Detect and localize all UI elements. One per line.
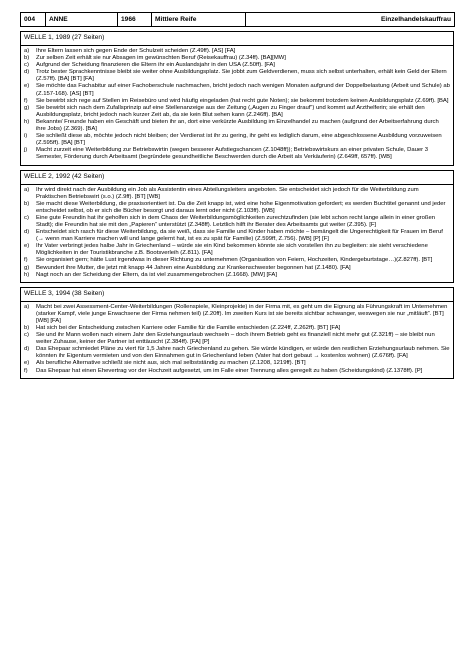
- item-label: c): [24, 214, 29, 221]
- wave-title: WELLE 1, 1989 (27 Seiten): [20, 31, 454, 46]
- wave-title: WELLE 2, 1992 (42 Seiten): [20, 170, 454, 185]
- item-label: h): [24, 118, 30, 125]
- list-item: [24, 215, 450, 229]
- case-id: 004: [21, 13, 46, 27]
- list-item: [24, 83, 450, 97]
- list-item: [24, 325, 450, 332]
- item-text: Macht bei zwei Assessment-Center-Weiterbildungen (Rollenspiele, Kleinprojekte) in der Firma mit, es geht um die Eignung als Führungskraft im Unternehmen (starker Kampf, viele junge Erwachsene der Firma nehmen teil) (Z.20ff). Im zweiten Kurs ist sie bereits sichtbar schwanger, weswegen sie nur „mitläuft“. [BT] [WB] [FA]: [36, 303, 448, 324]
- item-text: Sie und ihr Mann wollen nach einem Jahr den Erziehungsurlaub wechseln – doch ihrem Betrieb geht es finanziell nicht mehr gut (Z.321ff) – sie bleibt nun weiter Zuhause, keiner der Partner ist enttäuscht (Z.384ff). [FA] [P]: [36, 332, 435, 346]
- list-item: [24, 147, 450, 161]
- item-label: j): [24, 147, 28, 154]
- item-text: Trotz bester Sprachkenntnisse bleibt sie weiter ohne Ausbildungsplatz. Sie jobbt zum Geldverdienen, muss sich selbst unterhalten, erhält kein Geld der Eltern (Z.57ff). [BA] [BT] [FA]: [36, 69, 447, 83]
- item-label: d): [24, 229, 30, 236]
- item-text: Eine gute Freundin hat ihr geholfen sich in dem Chaos der Weiterbildungsmöglichkeiten zurechtzufinden (sie lebt schon recht lange allein in einer großen Stadt); die Freundin hat sie mit den „Papieren“ unterstützt (Z.348ff). Letztlich hilft ihr Berater des Arbeitsamts gut weiter (Z.395). [F]: [36, 214, 436, 228]
- item-label: i): [24, 133, 28, 140]
- item-text: Zur selben Zeit erhält sie nur Absagen im gewünschten Beruf (Reisekauffrau) (Z.34ff). [BA][MW]: [36, 55, 286, 62]
- item-label: a): [24, 48, 30, 54]
- list-item: [24, 304, 450, 325]
- list-item: [24, 105, 450, 119]
- item-label: a): [24, 186, 30, 193]
- list-item: [24, 332, 450, 346]
- list-item: [24, 257, 450, 264]
- item-label: b): [24, 325, 30, 331]
- item-text: Ihr wird direkt nach der Ausbildung ein Job als Assistentin eines Abteilungsleiters angeboten. Sie entscheidet sich jedoch für die Weiterbildung zum Praktischen Betriebswirt (s.o.) (Z.9ff). [BT] [WB]: [36, 186, 419, 200]
- item-text: Das Ehepaar hat einen Ehevertrag vor der Hochzeit aufgesetzt, um im Falle einer Trennung alles geregelt zu haben (Scheidungskind) (Z.1378ff). [P]: [36, 367, 423, 374]
- list-item: [24, 55, 450, 62]
- item-text: Bewundert ihre Mutter, die jetzt mit knapp 44 Jahren eine Ausbildung zur Krankenschwester begonnen hat (Z.1480). [FA]: [36, 264, 351, 271]
- item-label: e): [24, 360, 30, 367]
- list-item: [24, 62, 450, 69]
- item-label: d): [24, 69, 30, 76]
- item-text: Als berufliche Alternative schließt sie nicht aus, sich mal selbstständig zu machen (Z.1208, 1219ff). [BT]: [36, 360, 306, 367]
- item-text: Ihre Eltern lassen sich gegen Ende der Schulzeit scheiden (Z.49ff). [AS] [FA]: [36, 48, 236, 54]
- item-text: Bekannte/ Freunde haben ein Geschäft und bieten ihr an, dort eine verkürzte Ausbildung im Einzelhandel zu machen (aufgrund der Arbeitserfahrung durch ihre Jobs) (Z.369). [BA]: [36, 118, 439, 133]
- item-text: Ihr Vater verbringt jedes halbe Jahr in Griechenland – würde sie ein Kind bekommen könnte sie sich vorstellen ihn zu begleiten: sie sieht verschiedene Möglichkeiten in der Touristikbranche z.B. Bootsverleih (Z.811). [FA]: [36, 243, 428, 257]
- list-item: [24, 133, 450, 147]
- item-label: d): [24, 346, 30, 353]
- wave-body: [20, 46, 454, 166]
- header-row: [21, 13, 455, 27]
- list-item: [24, 272, 450, 279]
- item-text: Entscheidet sich rasch für diese Weiterbildung, da sie weiß, dass sie Familie und Kinder haben möchte – bemängelt die Ungerechtigkeit für Frauen im Beruf (→ wenn man Karriere machen will und lange gelernt hat, ist es zu spät für Familie) (Z.599ff, Z.756). [WB] [P] [F]: [36, 229, 443, 243]
- school-degree: Mittlere Reife: [152, 13, 246, 27]
- list-item: [24, 368, 450, 375]
- item-text: Sie möchte das Fachabitur auf einer Fachoberschule nachmachen, bricht jedoch nach wenigen Monaten aufgrund der Doppelbelastung (Arbeit und Schule) ab (Z.157-168). [AS] [BT]: [36, 83, 450, 97]
- list-item: [24, 119, 450, 133]
- profession: Einzelhandelskauffrau: [246, 13, 455, 27]
- item-label: g): [24, 264, 30, 271]
- case-name: ANNE: [46, 13, 118, 27]
- item-label: f): [24, 257, 28, 264]
- list-item: [24, 69, 450, 83]
- item-label: b): [24, 200, 30, 207]
- waves-container: [20, 31, 454, 379]
- list-item: [24, 360, 450, 367]
- wave-title: WELLE 3, 1994 (38 Seiten): [20, 287, 454, 302]
- list-item: [24, 229, 450, 243]
- item-text: Sie bewirbt sich nach dem Zufallsprinzip auf eine Stellenanzeige aus der Zeitung („Augen zu Finger drauf“) und kommt auf Arzthelferin; sie erhält den Ausbildungsplatz, bricht jedoch nach kurzer Zeit ab, da sie kein Blut sehen kann (Z.246ff). [BA]: [36, 104, 425, 118]
- list-item: [24, 48, 450, 55]
- wave-body: [20, 185, 454, 283]
- item-text: Sie macht diese Weiterbildung, die praxisorientiert ist. Da die Zeit knapp ist, wird eine hohe Eigenmotivation gefordert; es werden Buchtitel genannt und jeder entscheidet selbst, ob er sich die Bücher besorgt und daraus lernt oder nicht (Z.103ff). [WB]: [36, 200, 446, 214]
- item-label: c): [24, 62, 29, 69]
- item-label: f): [24, 97, 28, 104]
- item-label: b): [24, 55, 30, 62]
- header-table: [20, 12, 455, 27]
- wave-body: [20, 302, 454, 379]
- item-text: Sie bewirbt sich rege auf Stellen im Reisebüro und wird häufig eingeladen (hat recht gute Noten); sie bekommt trotzdem keinen Ausbildungsplatz (Z.69ff). [BA]: [36, 97, 449, 104]
- item-label: c): [24, 332, 29, 339]
- list-item: [24, 98, 450, 105]
- item-text: Hat sich bei der Entscheidung zwischen Karriere oder Familie für die Familie entschieden (Z.224ff, Z.262ff). [BT] [FA]: [36, 325, 341, 331]
- item-text: Nagt noch an der Scheidung der Eltern, da ist viel zusammengebrochen (Z.1668). [MW] [FA]: [36, 271, 277, 278]
- item-label: a): [24, 303, 30, 310]
- document-page: [20, 12, 454, 379]
- item-text: Sie schließt diese ab, möchte jedoch nicht bleiben; der Verdienst ist ihr zu gering, ihr geht es lediglich darum, eine abgeschlossene Ausbildung vorzuweisen (Z.595ff). [BA] [BT]: [36, 133, 442, 147]
- item-text: Sie organisiert gern; hätte Lust irgendwas in dieser Richtung zu unternehmen (Organisation von Feiern, Hochzeiten, Kindergeburtstage…)(Z.827ff). [BT]: [36, 257, 433, 264]
- list-item: [24, 346, 450, 360]
- item-label: g): [24, 104, 30, 111]
- list-item: [24, 201, 450, 215]
- list-item: [24, 187, 450, 201]
- list-item: [24, 265, 450, 272]
- item-text: Macht zurzeit eine Weiterbildung zur Betriebswirtin (wegen besserer Aufstiegschancen (Z.1048ff)); Betriebswirtskurs an einer privaten Schule, Dauer 3 Semester, Förderung durch Arbeitsamt (begründete gesundheitliche Beschwerden durch die Arbeit als Verkäuferin) (Z.649ff, 657ff). [WB]: [36, 147, 429, 161]
- item-text: Aufgrund der Scheidung finanzieren die Eltern ihr ein Auslandsjahr in den USA (Z.50ff). [FA]: [36, 62, 275, 69]
- item-label: h): [24, 271, 30, 278]
- list-item: [24, 243, 450, 257]
- birth-year: 1966: [118, 13, 152, 27]
- item-label: f): [24, 367, 28, 374]
- item-text: Das Ehepaar schmiedet Pläne zu viert für 1,5 Jahre nach Griechenland zu gehen. Sie würde kündigen, er würde den restlichen Erziehungsurlaub nehmen. Sie könnten ihr Eigentum vermieten und von den Einnahmen gut in Griechenland leben (Vater hat dort gebaut → kostenlos wohnen) (Z.676ff). [FA]: [36, 346, 450, 360]
- item-label: e): [24, 243, 30, 250]
- item-label: e): [24, 83, 30, 90]
